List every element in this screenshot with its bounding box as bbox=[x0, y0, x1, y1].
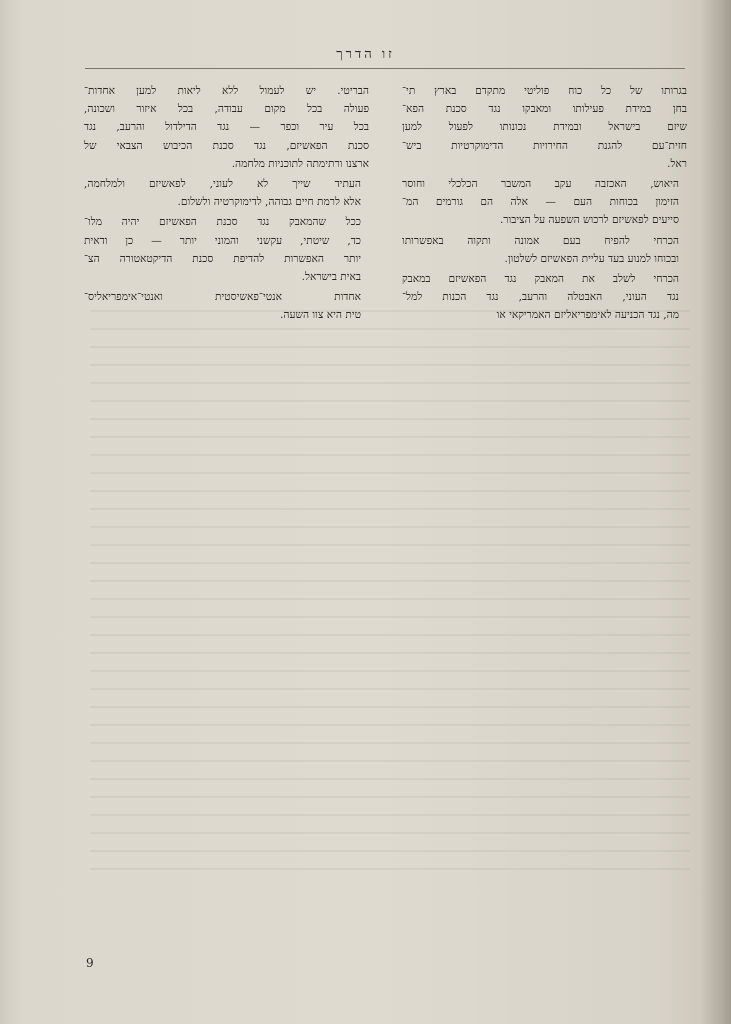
text-line: ארצנו ורתימתה לתוכניות מלחמה. bbox=[231, 157, 369, 170]
left-column bbox=[84, 82, 369, 327]
text-line: הכרחי להפיח בעם אמונה ותקוה באפשרותו bbox=[402, 234, 679, 247]
paragraph bbox=[402, 232, 687, 268]
paragraph bbox=[84, 82, 369, 173]
header-rule bbox=[85, 68, 685, 69]
paragraph bbox=[84, 288, 369, 324]
text-line: בכל עיר וכפר — נגד הדילדול והרעב, נגד bbox=[84, 121, 369, 134]
page-number: 9 bbox=[86, 956, 94, 970]
text-line: הבריטי. יש לעמול ללא ליאות למען אחדות־ bbox=[84, 85, 369, 97]
running-head: זו הדרך bbox=[336, 47, 395, 62]
text-line: חזית־עם להגנת החירויות הדימוקרטיות ביש־ bbox=[402, 139, 687, 152]
text-line: בחן במידת פעילותו ומאבקו נגד סכנת הפא־ bbox=[402, 103, 687, 116]
text-line: באית בישראל. bbox=[301, 271, 361, 284]
text-line: שיזם בישראל ובמידת נכונותו לפעול למען bbox=[402, 121, 687, 134]
paragraph bbox=[402, 175, 687, 230]
text-line: ראל. bbox=[667, 157, 687, 170]
text-line: סייעים לפאשיזם לרכוש השפעה על הציבור. bbox=[499, 214, 679, 227]
text-line: היאוש, האכזבה עקב המשבר הכלכלי וחוסר bbox=[402, 178, 679, 191]
right-column bbox=[402, 82, 687, 327]
text-line: סכנת הפאשיזם, נגד סכנת הכיבוש הצבאי של bbox=[84, 139, 369, 152]
text-line: נגד העוני, האבטלה והרעב, נגד הכנות למל־ bbox=[402, 291, 679, 304]
text-line: ובכוחו למנוע בעד עליית הפאשיזם לשלטון. bbox=[504, 252, 679, 265]
text-line: פעולה בכל מקום עבודה, בכל איזור ושכונה, bbox=[84, 103, 369, 116]
text-line: כד, שיטתי, עקשני והמוני יותר — כן ודאית bbox=[84, 234, 361, 247]
text-line: ככל שהמאבק נגד סכנת הפאשיזם יהיה מלו־ bbox=[84, 216, 361, 229]
text-line: העתיד שייך לא לעוני, לפאשיזם ולמלחמה, bbox=[84, 178, 361, 191]
text-line: מה, נגד הכניעה לאימפריאליזם האמריקאי או bbox=[496, 309, 679, 322]
paragraph bbox=[84, 213, 369, 286]
text-line: בגרותו של כל כוח פוליטי מתקדם בארץ תי־ bbox=[402, 85, 687, 97]
paragraph bbox=[84, 175, 369, 211]
show-through-texture bbox=[90, 310, 690, 870]
text-line: אחדות אנטי־פאשיסטית ואנטי־אימפריאליס־ bbox=[84, 291, 361, 304]
text-line: אלא לרמת חיים גבוהה, לדימוקרטיה ולשלום. bbox=[177, 196, 361, 209]
text-line: יותר האפשרות להדיפת סכנת הדיקטאטורה הצ־ bbox=[84, 252, 361, 265]
paragraph bbox=[402, 270, 687, 325]
page-fold-shadow bbox=[700, 0, 731, 1024]
text-line: הכרחי לשלב את המאבק נגד הפאשיזם במאבק bbox=[402, 273, 679, 286]
text-line: הזימון בכוחות העם — אלה הם גורמים המ־ bbox=[402, 196, 679, 209]
paragraph bbox=[402, 82, 687, 173]
text-line: טית היא צוו השעה. bbox=[280, 309, 361, 322]
